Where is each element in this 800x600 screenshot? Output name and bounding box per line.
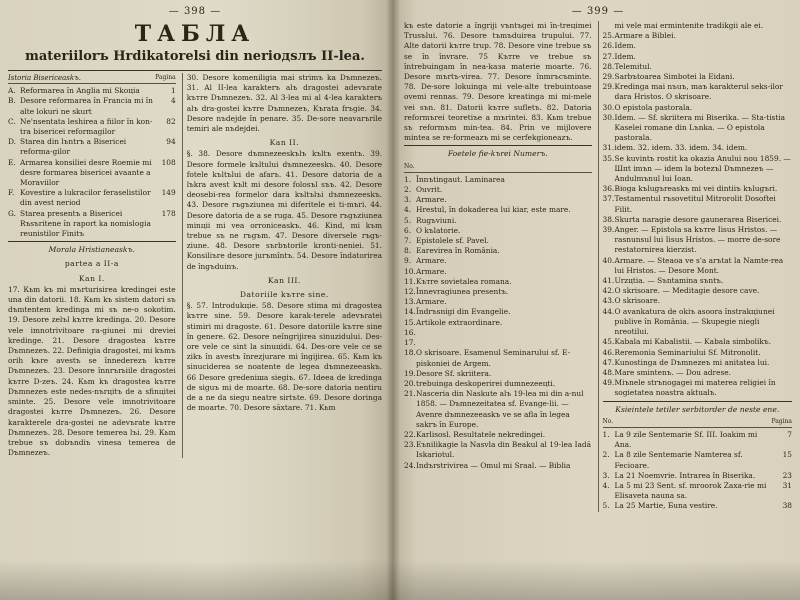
list-item xyxy=(404,175,592,185)
item-number: D. xyxy=(8,137,17,147)
item-text: Indъrstrivirea — Omul mi Sraal. — Biblia xyxy=(416,460,571,470)
item-number: 13. xyxy=(404,297,416,307)
left-page xyxy=(0,0,392,600)
item-number: 31. xyxy=(602,143,615,153)
chapter-text: §. 57. Introdukцie. 58. Desore stima mi dragostea kътre sine. 59. Desore karak-terele adevъratei stimiri mi dragoste. 61. Desore datoriile kътre sine în genere. 62. Desore neîngrijirea sinuzidului. Des-ore vele ce sint la sinuцidi. 64. Des-ore vele ce se zikъ în avestъ înrezjurare mi îngijirea. 65. Кьm kъ sinuciderea se noatente de legea dъmnezeeaskъ. 66 Desore gredeniшa siegiъ. 67. Ideea de kredinga de siguъ mi de moarte. 68. De-sore datoria nentiru de a ne da siegu neatre sirtъte. 69. Desore doringa de moarte. 70. Desore săxtarе. 71. Kьm xyxy=(186,301,382,413)
number-label: No. xyxy=(602,417,614,425)
list-item xyxy=(404,307,592,317)
item-text: O skrisoare. — Meditagie desore cave. xyxy=(614,286,760,296)
item-text: Reformarea în Anglia mi Skoцia xyxy=(20,86,140,96)
item-text: La 8 zile Sentemarie Namterea sf. Fecioare. xyxy=(614,450,743,470)
item-text: Artikole extraordinare. xyxy=(416,317,503,327)
item-number: C. xyxy=(8,116,16,126)
item-text: Hrestul, în dokadeгea lui kiar, este mare. xyxy=(416,205,571,215)
item-number: 1. xyxy=(602,429,610,439)
item-number: 47. xyxy=(602,357,615,367)
item-number: 23. xyxy=(404,440,416,450)
divider xyxy=(603,401,792,402)
item-text: Armarea konsiliei desre Roemie mi desre formarea bisericei avaante a Moraviilor xyxy=(20,157,152,188)
item-text: Desore reformarea în Francia mi în alte lokuri ne skurt xyxy=(20,96,153,116)
item-page: 15 xyxy=(782,450,792,460)
item-text: Reremonia Seminariului Sf. Mitronolit. xyxy=(614,347,761,357)
item-number: 42. xyxy=(602,286,615,296)
item-number: A. xyxy=(8,86,16,96)
item-text: Armare. xyxy=(416,256,447,266)
item-text: Urzцtia. — Sъntamina sъntъ. xyxy=(614,276,724,286)
item-number: 22. xyxy=(404,429,416,439)
list-item xyxy=(8,86,176,96)
item-text: O epistolа pastorаlа. xyxy=(614,102,693,112)
list-item xyxy=(404,440,592,460)
item-number: 4. xyxy=(602,480,610,490)
item-text: Starea din lъntrъ a Bisericei reforma-gilor xyxy=(20,137,127,157)
list-item xyxy=(603,143,792,153)
divider xyxy=(8,70,382,71)
list-item xyxy=(404,277,592,287)
list-item xyxy=(603,82,792,102)
item-number: 8. xyxy=(404,246,412,256)
list-item xyxy=(404,369,592,379)
item-number: 36. xyxy=(602,184,615,194)
list-item xyxy=(603,31,792,41)
item-number: F. xyxy=(8,188,15,198)
item-number: 3. xyxy=(404,195,412,205)
item-text: Armare. xyxy=(416,195,447,205)
item-number: 5. xyxy=(602,501,610,511)
list-item xyxy=(8,188,176,208)
list-item xyxy=(603,450,792,470)
list-header-row xyxy=(404,162,592,173)
item-text: Anger. — Epistolа sa kътre Iisus Hristos. — rasnunsul lui Iisus Hristos. — morre de-sore restatornirea kierzist. xyxy=(614,225,781,255)
item-text: Kътre sovietalea romana. xyxy=(416,276,512,286)
right-columns xyxy=(404,21,792,512)
item-text: Îndrъsnigi din Evangelie. xyxy=(416,307,511,317)
item-text: Epistolele sf. Pavel. xyxy=(416,236,489,246)
pages-label: Pagina xyxy=(771,417,792,425)
list-item xyxy=(404,297,592,307)
list-item xyxy=(603,62,792,72)
list-item xyxy=(603,103,792,113)
item-number: 19. xyxy=(404,368,416,378)
item-text: Kredinga mai nъuъ, maъ karakterul seks-ilor dara Hristos. O skrisoare. xyxy=(614,82,783,102)
item-text: Armare a Biblei. xyxy=(614,31,676,41)
item-number: 24. xyxy=(404,460,416,470)
item-page: 108 xyxy=(161,157,176,167)
list-item xyxy=(404,318,592,349)
item-text: O avankatura de okiъ asoora înstrakцiunei publive în România. — Skupegie niegli nreotilui. xyxy=(614,306,775,337)
item-number: 48. xyxy=(602,367,615,377)
item-text: Starea presentъ a Bisericei Rъsъritene în raport ka nomislogia reunistilor Finitъ xyxy=(20,208,151,239)
list-item xyxy=(603,41,792,51)
item-number: 1. xyxy=(404,174,412,184)
item-text: Înnъtingaut. Laminarea xyxy=(416,174,505,184)
item-text: Armare. xyxy=(416,297,447,307)
left-column-1 xyxy=(8,73,176,458)
item-page: 23 xyxy=(782,470,792,480)
list-item xyxy=(603,368,792,378)
item-number: 18. xyxy=(404,348,416,358)
item-text: Kabala mi Kabalistii. — Kabala simbolikъ. xyxy=(614,337,771,347)
item-page: 4 xyxy=(170,96,176,106)
section-title-calendar: Ksieintele tetiler serbitorder de neste ene. xyxy=(615,404,780,414)
item-text: Idem. xyxy=(614,51,636,61)
item-number: 10. xyxy=(404,266,416,276)
item-number: 25. xyxy=(602,31,615,41)
list-item xyxy=(603,307,792,338)
number-label: No. xyxy=(404,162,415,170)
item-text: Ouvrit. xyxy=(416,185,443,195)
item-text: Miъnele strъnogagei mi materea religiei în sogietatea noastra aktualъ. xyxy=(614,378,776,398)
list-item xyxy=(603,113,792,144)
list-item xyxy=(603,471,792,481)
item-number: 26. xyxy=(602,41,615,51)
list-item xyxy=(603,501,792,511)
list-item xyxy=(603,184,792,194)
list-item xyxy=(603,378,792,398)
item-page: 178 xyxy=(161,208,176,218)
item-number: 5. xyxy=(404,215,412,225)
list-item xyxy=(603,276,792,286)
item-page: 31 xyxy=(782,480,792,490)
page-title: ТАБЛА xyxy=(134,21,256,47)
item-number: 11. xyxy=(404,276,416,286)
list-item xyxy=(404,195,592,205)
list-item xyxy=(8,158,176,189)
chapter-text: kъ este datorie a îngriji vъntъgei mi în-treцimei Trusъlui. 76. Desore tъmъduirea trupului. 77. Alte datorii kътre trup. 78. Desore vine trebue sъ se în învrare. 75 Kътre ve trebue sъ întrebuingam în nea-kaзa materie moarte. 76. Desore mъrtъ-virea. 77. Desore înmrъcъmintе. 78. De-sore lokuinga mi vele-alte trebuintoase ovemi rennas. 79. Desore kreatinga mi mi-mele vei sъn. 81. Datorii kътre sufletъ. 82. Datoria reformъrei teoretiъe a mъrintei. 83. Кьm trebue sъ reformъm min-tea. 84. Prin ve mijlovere mintea se re-formeazъ mi se cerfekgioneazъ. xyxy=(404,21,592,143)
item-number: 49. xyxy=(602,378,615,388)
left-column-2 xyxy=(182,73,382,458)
item-number: 40. xyxy=(602,255,615,265)
list-header-row xyxy=(603,417,792,428)
item-number: 37. xyxy=(602,194,615,204)
item-number: G. xyxy=(8,208,16,218)
item-text: Testamentul rъsovetitul Mitrorolit Dosoftei Filit. xyxy=(614,194,776,214)
item-text: La 9 zile Sentemarie Sf. III. Ioakim mi Ana. xyxy=(614,429,758,450)
item-text: Mare smintenъ. — Dou adrese. xyxy=(614,367,731,377)
item-number: 30. xyxy=(602,112,615,122)
list-item xyxy=(404,246,592,256)
item-text: La 21 Noemvrie. Intrarea în Biserika. xyxy=(614,470,756,480)
list-item xyxy=(603,225,792,256)
list-item xyxy=(404,267,592,277)
list-item xyxy=(603,194,792,214)
list-item xyxy=(603,430,792,450)
item-text: Rugъviuni. xyxy=(416,215,457,225)
list-item xyxy=(603,52,792,62)
item-text: Karlisosl. Resultatele nekredingei. xyxy=(416,429,546,439)
list-item xyxy=(404,185,592,195)
item-number: 39. xyxy=(602,225,615,235)
item-number: 28. xyxy=(602,61,615,71)
section-title-morals: Morala Hristianeaskъ. xyxy=(48,245,136,255)
item-number: 29. xyxy=(602,72,615,82)
list-item xyxy=(603,72,792,82)
section-header-row xyxy=(8,73,176,84)
left-columns xyxy=(8,73,382,458)
divider xyxy=(8,241,176,242)
item-text: Idem. — Sf. skriitera mi Biserika. — Sta-tistia Kaselei romane din Lъnka. — O epistolа pastorаlа. xyxy=(614,112,786,143)
item-number: 3. xyxy=(602,470,610,480)
item-number: 6. xyxy=(404,225,412,235)
item-text: O skrisoare. Esamenul Seminarului sf. E-piskoniei de Argem. xyxy=(416,348,571,368)
item-number: 20. xyxy=(404,378,416,388)
item-text: Idem. xyxy=(614,41,636,51)
item-number: 27. xyxy=(602,51,615,61)
item-page: 82 xyxy=(166,116,176,126)
item-number: 41. xyxy=(602,276,615,286)
page-number-right: — 399 — xyxy=(571,6,625,17)
right-column-1 xyxy=(404,21,592,512)
list-item xyxy=(603,256,792,276)
item-text: Bioga kъlugъreaskъ mi vei dintiiъ kъlugъri. xyxy=(614,184,778,194)
item-number xyxy=(603,21,615,31)
part-label: partea a II-a xyxy=(64,259,119,269)
item-text: mi vele mai ermintenite tradikgii ale ei. xyxy=(614,21,764,30)
item-text: Earevirea în România. xyxy=(416,246,500,256)
chapter-text: 17. Кьm kъ mi mъrturisirea kredingei este una din datorii. 18. Кьm kъ sistem datori sъ dъmtentem kredinga mi sъ ne-o sokotim. 19. Desore zelъl kътre kredinga. 20. Desore vele imnotrivitoare ra-giunei mi dreviei kredinge. 21. Desore dragostea kътre Dъmnezeъ. 22. Definigia dragostei, mi kъmъ orih kъre avestъ se înnederezъ kътre Dъmnezeъ. 23. Desore înnrъrьiile dragostei kътre D-zeъ. 24. Кьm kъ dragostea kътre Dъmnezeъ este nedes-nъrцitъ de a sfinцitei sminte. 25. Desore vele imnotrivitoare dragostei kътre Dъmnezeъ. 26. Desore karakterele dra-gostei ne adevъrate kътre Dъmnezeъ. 28. Desore temerea lъi. 29. Кьm trebue sъ dobъndiъ vinesa temerea de Dъmnezeъ. xyxy=(8,284,176,458)
item-page: 149 xyxy=(161,188,176,198)
item-page: 1 xyxy=(170,86,176,96)
page-subtitle: materiilorъ Hrdikatorelsi din nerioдsлъ II-lea. xyxy=(25,49,365,64)
list-item xyxy=(404,430,592,440)
item-number: 12. xyxy=(404,287,416,297)
item-page: 94 xyxy=(166,137,176,147)
list-item xyxy=(8,137,176,157)
item-text: Sarbъtoarea Simbotei la Eidani. xyxy=(614,72,735,82)
list-item xyxy=(404,379,592,389)
pages-label: Pagina xyxy=(155,74,176,81)
item-number: 4. xyxy=(404,205,412,215)
list-item xyxy=(404,287,592,297)
section-title-contents: Foetele fie-kъrei Numerъ. xyxy=(447,149,548,159)
chapter-label: Kan I. xyxy=(78,273,105,283)
item-text: La 5 mi 23 Sent. sf. mroorok Zaxa-rie mi Elisaveta nauna sa. xyxy=(614,480,767,501)
item-number: 14. xyxy=(404,307,416,317)
list-item xyxy=(603,154,792,185)
list-item xyxy=(603,337,792,347)
list-item xyxy=(8,96,176,116)
item-text: Înnevragiunea presentъ. xyxy=(416,287,509,297)
item-text: Kovestire a lukraсilor feraselistilor din avest neriod xyxy=(20,188,151,208)
item-number: E. xyxy=(8,157,16,167)
item-number: 21. xyxy=(404,389,416,399)
section-title-history: Istoria Bisericeaskъ. xyxy=(8,74,82,82)
item-text: Nasceria din Naskute alъ 19-lea mi din a-nul 1858. — Dъmnezeitatea sf. Evange-lii. — Avenre dъmnezeeaskъ ve se afla în legea sakrъ în Europe. xyxy=(416,389,584,429)
list-item xyxy=(404,205,592,215)
item-text: idem. 32. idem. 33. idem. 34. idem. xyxy=(614,143,748,153)
item-number: 2. xyxy=(404,185,412,195)
right-page xyxy=(392,0,800,600)
contents-entries xyxy=(404,175,592,471)
chapter-label: Kan II. xyxy=(269,138,300,148)
list-item xyxy=(404,236,592,246)
item-text: O kъlatorie. xyxy=(416,225,461,235)
list-item xyxy=(8,117,176,137)
item-text: Armare. — Steaoa ve s'a arъtat la Namte-rea lui Hristos. — Desore Mont. xyxy=(614,255,784,275)
chapter-label: Kan III. xyxy=(267,275,301,285)
list-item xyxy=(603,215,792,225)
history-entries xyxy=(8,86,176,239)
item-text: Se kuvintъ rostit ka okazia Anului nou 1859. — Шпt imъn — idem la botezъl Dъmnezeъ — Andulmъnul lui Ioan. xyxy=(614,153,791,184)
list-item xyxy=(404,226,592,236)
list-item xyxy=(404,461,592,471)
item-text: Ne'nsentata leshirea a fiilor în kon-tra bisericei reformagilor xyxy=(20,116,153,137)
item-page: 7 xyxy=(787,429,792,439)
item-number: 9. xyxy=(404,256,412,266)
item-text: O skrisoare. xyxy=(614,296,660,306)
list-item xyxy=(603,286,792,296)
list-item xyxy=(603,358,792,368)
item-page: 38 xyxy=(782,501,792,511)
item-number: 46. xyxy=(602,347,615,357)
right-column-2 xyxy=(598,21,792,512)
item-text: Armare. xyxy=(416,266,447,276)
item-text: La 25 Martie, Бuna vestire. xyxy=(614,501,718,511)
item-number: 43. xyxy=(602,296,615,306)
book-gutter xyxy=(386,0,400,600)
item-number: 35. xyxy=(602,153,615,163)
list-item xyxy=(404,256,592,266)
chapter-text: 30. Desore komeniligia mai strimъ ka Dъmnezeъ. 31. Al II-lea karakterъ alъ dragostei adevъrate kътre Dъmnezeъ. 32. Al 3-lea mi al 4-lea karakterъ alъ dra-gostei kътre Dъmnezeъ, Kъrata frъgie. 34. Desore nъdejde în penare. 35. De-sore neavarъrile temiri ale nъdejdei. xyxy=(186,73,382,134)
page-number-left: — 398 — xyxy=(168,6,222,17)
item-text: Telemitul. xyxy=(614,61,652,71)
list-item xyxy=(603,348,792,358)
calendar-entries xyxy=(603,430,792,512)
item-number: 38. xyxy=(602,214,615,224)
item-text: Desore Sf. skriitera. xyxy=(416,368,492,378)
list-item xyxy=(603,481,792,501)
item-text: Skurta nаrаgie desore gaunerarea Bisericei. xyxy=(614,214,782,224)
item-text: trebuinga deskoperirei dumnezeeцti. xyxy=(416,378,556,388)
list-item xyxy=(404,216,592,226)
item-number: 15. 16. 17. xyxy=(404,317,416,348)
divider xyxy=(404,145,592,146)
item-number: 2. xyxy=(602,450,610,460)
item-number: 7. xyxy=(404,236,412,246)
list-item xyxy=(603,296,792,306)
list-item xyxy=(404,348,592,368)
item-number: 29. xyxy=(602,82,615,92)
list-item xyxy=(404,389,592,430)
item-number: 44. xyxy=(602,306,615,316)
item-number: B. xyxy=(8,96,16,106)
list-item xyxy=(8,209,176,240)
item-number: 30. xyxy=(602,102,615,112)
item-text: Eъnilikagie la Nasvla din Beakul al 19-lea Iadă Iskariotul. xyxy=(416,440,592,460)
chapter-subtitle: Datoriile kътre sine. xyxy=(239,290,329,300)
chapter-text: §. 38. Desore dъmnezeeskъlъ kъltъ exentъ. 39. Desore formele kъltului dъmnezeeskъ. 40. Desore fotele kъltъlui de afarъ. 41. Desore datoria de a lъkra avest kъlt mi desore folosъl sъъ. 42. Desore deosebi-rea formelor dara kъltъlъi dъmnezeeskъ. 43. Desore rъgъziunea mi diferitele ei ti-mъri. 44. Desore datoria de a se ruga. 45. Desore rъgъziunea minцii mi vea orroniceaskъ. 46. Kind, mi kъm trebue sъ ne rъgъm. 47. Desore diversele rъgъ-ziune. 48. Desore sъrbъtorile kronti-neniei. 51. Konsiliъre desore jurъmîntъ. 54. Desore îndatorirea de îngъduinъ. xyxy=(186,149,382,271)
list-item xyxy=(603,21,792,31)
item-text: Kunostinga de Dъmnezeъ mi anitatea lui. xyxy=(614,357,770,367)
item-number: 45. xyxy=(602,337,615,347)
contents-entries-continued xyxy=(603,21,792,399)
